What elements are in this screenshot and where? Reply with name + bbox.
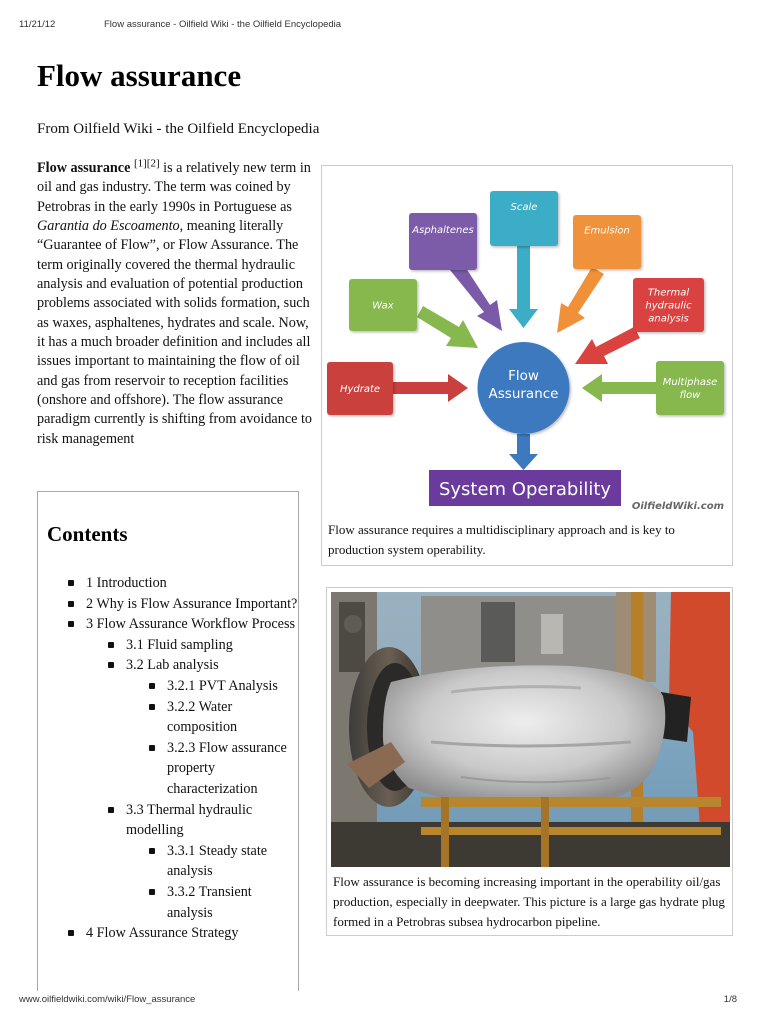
diagram-node-label: Hydrate [339,384,381,395]
toc-item[interactable]: 3.2.3 Flow assurance property characterization [47,738,298,800]
citation-2[interactable]: [2] [146,157,160,170]
figure2-caption: Flow assurance is becoming increasing important in the operability oil/gas production, especially in deepwater. This picture is a large gas hydrate plug formed in a Petrobras subsea hydrocarbon pipeline. [333,874,725,929]
toc-item[interactable]: 3 Flow Assurance Workflow Process [47,614,298,635]
diagram-node-label: Scale [510,202,538,213]
intro-paragraph [37,159,312,449]
intro-text-b: , meaning literally “Guarantee of Flow”, or Flow Assurance. The term originally covered the thermal hydraulic analysis and evaluation of potential production problems associated with solids formation, such as waxes, asphaltenes, hydrates and scale. Now, it has a much broader definition and includes all issues important to maintaining the flow of oil and gas from reservoir to reception facilities (onshore and offshore). The flow assurance paradigm currently is shifting from avoidance to risk management [37,218,313,447]
flow-assurance-diagram [322,166,734,516]
toc-item[interactable]: 3.3.2 Transient analysis [47,882,298,923]
diagram-watermark: OilfieldWiki.com [631,501,724,512]
toc-list [47,573,298,944]
lead-term: Flow assurance [37,160,131,176]
diagram-node-box [656,361,724,415]
diagram-node-label: Multiphase flow [662,377,718,401]
toc-item[interactable]: 3.2 Lab analysis [47,655,298,676]
page-subtitle: From Oilfield Wiki - the Oilfield Encyclopedia [37,121,320,137]
center-node-label: Flow Assurance [488,368,559,402]
diagram-node-label: Wax [372,300,394,312]
page-title: Flow assurance [37,58,242,93]
print-doc-title: Flow assurance - Oilfield Wiki - the Oilfield Encyclopedia [104,19,342,30]
diagram-node-box [490,191,558,246]
citation-1[interactable]: [1] [133,157,147,170]
intro-italic-term: Garantia do Escoamento [37,218,180,235]
print-date: 11/21/12 [19,19,56,30]
toc-item[interactable]: 1 Introduction [47,573,298,594]
toc-item[interactable]: 3.1 Fluid sampling [47,635,298,656]
hydrate-plug-photo [331,592,730,867]
diagram-node-label: Asphaltenes [412,225,474,236]
flow-assurance-diagram-figure [321,165,733,566]
citations [134,157,160,169]
print-page-number: 1/8 [723,994,737,1005]
diagram-node-box [573,215,641,269]
diagram-node-box [409,213,477,270]
system-operability-label: System Operability [438,479,612,500]
intro-text-a: is a relatively new term in oil and gas industry. The term was coined by Petrobras in the early 1990s in Portuguese as [37,160,311,215]
toc-item[interactable]: 2 Why is Flow Assurance Important? [47,594,298,615]
toc-item[interactable]: 4 Flow Assurance Strategy [47,923,298,944]
toc-item[interactable]: 3.2.1 PVT Analysis [47,676,298,697]
diagram-node-label: Emulsion [584,225,630,237]
toc-item[interactable]: 3.3 Thermal hydraulic modelling [47,800,298,841]
figure1-caption: Flow assurance requires a multidisciplinary approach and is key to production system operability. [328,522,675,557]
toc-item[interactable]: 3.2.2 Water composition [47,697,298,738]
table-of-contents [37,491,299,991]
print-url: www.oilfieldwiki.com/wiki/Flow_assurance [19,994,196,1005]
hydrate-plug-figure [326,587,733,936]
toc-heading: Contents [47,522,128,546]
diagram-node-label: Thermal hydraulic analysis [645,287,692,325]
toc-item[interactable]: 3.3.1 Steady state analysis [47,841,298,882]
